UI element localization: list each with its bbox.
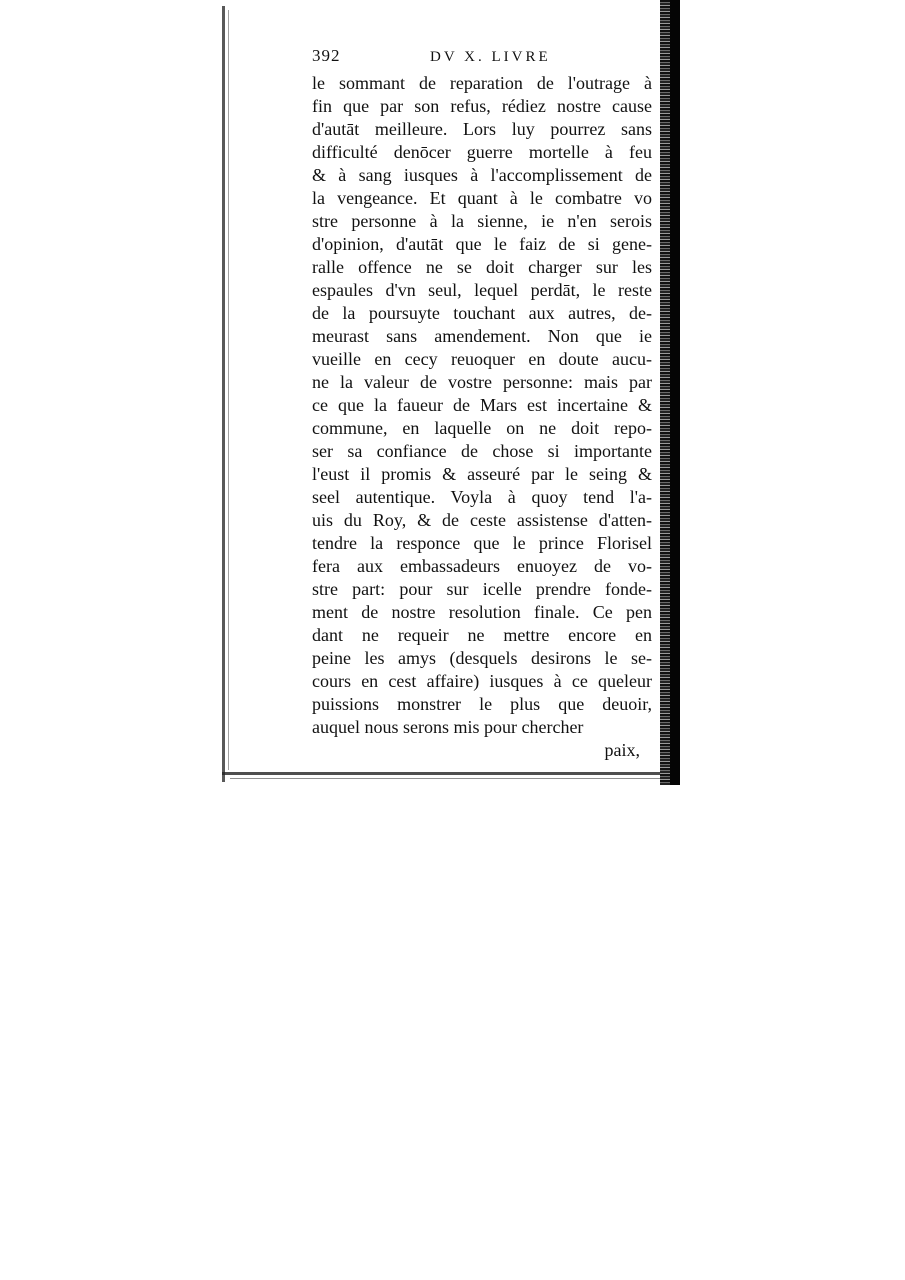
page-left-inner-border xyxy=(228,10,229,770)
page-bottom-inner-border xyxy=(230,778,670,779)
book-spine-edge xyxy=(670,0,680,785)
text-line: stre part: pour sur icelle prendre fonde- xyxy=(312,579,652,599)
text-line: ment de nostre resolution finale. Ce pen xyxy=(312,602,652,622)
text-line: difficulté denōcer guerre mortelle à feu xyxy=(312,142,652,162)
text-line: l'eust il promis & asseuré par le seing & xyxy=(312,464,652,484)
text-line: meurast sans amendement. Non que ie xyxy=(312,326,652,346)
text-line: uis du Roy, & de ceste assistense d'atten- xyxy=(312,510,652,530)
text-line: ce que la faueur de Mars est incertaine & xyxy=(312,395,652,415)
text-line: ralle offence ne se doit charger sur les xyxy=(312,257,652,277)
page-left-border xyxy=(222,6,225,782)
text-line: d'autāt meilleure. Lors luy pourrez sans xyxy=(312,119,652,139)
page-number: 392 xyxy=(312,46,341,65)
text-line: fin que par son refus, rédiez nostre cause xyxy=(312,96,652,116)
text-line: commune, en laquelle on ne doit repo- xyxy=(312,418,652,438)
text-line: de la poursuyte touchant aux autres, de- xyxy=(312,303,652,323)
text-line: stre personne à la sienne, ie n'en serois xyxy=(312,211,652,231)
text-line: auquel nous serons mis pour chercher xyxy=(312,717,584,737)
catchword: paix, xyxy=(604,740,640,760)
page-bottom-border xyxy=(222,772,670,775)
page-text-block xyxy=(312,46,652,762)
running-head xyxy=(312,46,652,72)
text-line: & à sang iusques à l'accomplissement de xyxy=(312,165,652,185)
text-line: ne la valeur de vostre personne: mais par xyxy=(312,372,652,392)
text-line: tendre la responce que le prince Florisel xyxy=(312,533,652,553)
text-line: dant ne requeir ne mettre encore en xyxy=(312,625,652,645)
text-line: puissions monstrer le plus que deuoir, xyxy=(312,694,652,714)
text-line: vueille en cecy reuoquer en doute aucu- xyxy=(312,349,652,369)
text-line: espaules d'vn seul, lequel perdāt, le reste xyxy=(312,280,652,300)
text-line: seel autentique. Voyla à quoy tend l'a- xyxy=(312,487,652,507)
text-line: cours en cest affaire) iusques à ce queleur xyxy=(312,671,652,691)
text-line: d'opinion, d'autāt que le faiz de si gene- xyxy=(312,234,652,254)
text-line: le sommant de reparation de l'outrage à xyxy=(312,73,652,93)
text-line: la vengeance. Et quant à le combatre vo xyxy=(312,188,652,208)
text-line: ser sa confiance de chose si importante xyxy=(312,441,652,461)
text-line: peine les amys (desquels desirons le se- xyxy=(312,648,652,668)
text-line: fera aux embassadeurs enuoyez de vo- xyxy=(312,556,652,576)
running-title: DV X. LIVRE xyxy=(430,49,551,65)
body-text xyxy=(312,72,652,739)
